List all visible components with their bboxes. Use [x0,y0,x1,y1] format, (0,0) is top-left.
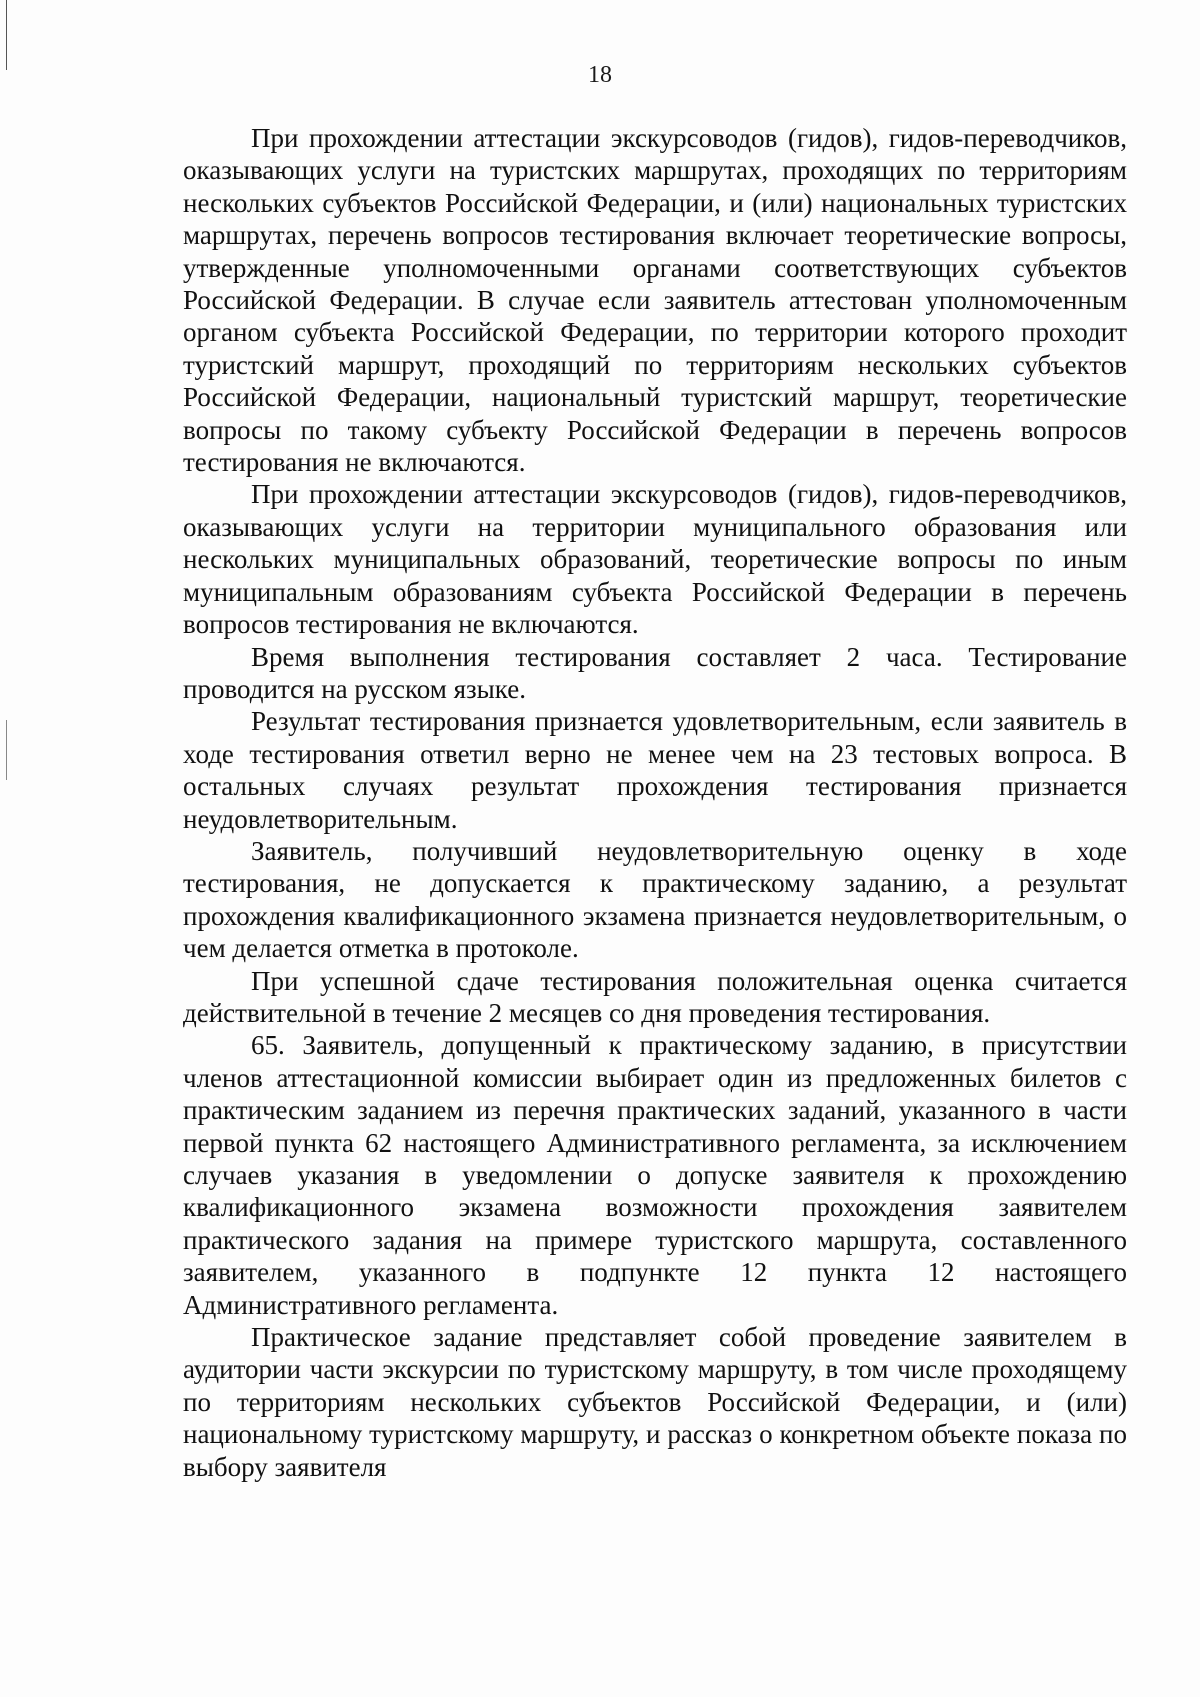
paragraph: Время выполнения тестирования составляет 2 часа. Тестирование проводится на русском языке. [183,641,1127,704]
paragraph: Результат тестирования признается удовлетворительным, если заявитель в ходе тестирования ответил верно не менее чем на 23 тестовых вопроса. В остальных случаях результат прохождения тестирования признается неудовлетворительным. [183,706,1127,834]
paragraph: 65. Заявитель, допущенный к практическому заданию, в присутствии членов аттестационной комиссии выбирает один из предложенных билетов с практическим заданием из перечня практических заданий, указанного в части первой пункта 62 настоящего Административного регламента, за исключением случаев указания в уведомлении о допуске заявителя к прохождению квалификационного экзамена возможности прохождения заявителем практического задания на примере туристского маршрута, составленного заявителем, указанного в подпункте 12 пункта 12 настоящего Административного регламента. [183,1030,1127,1320]
paragraph: При прохождении аттестации экскурсоводов (гидов), гидов-переводчиков, оказывающих услуги на территории муниципального образования или нескольких муниципальных образований, теоретические вопросы по иным муниципальным образованиям субъекта Российской Федерации в перечень вопросов тестирования не включаются. [183,479,1127,640]
scan-margin-mark [6,720,7,780]
page-number: 18 [588,62,612,88]
paragraph: При успешной сдаче тестирования положительная оценка считается действительной в течение 2 месяцев со дня проведения тестирования. [183,965,1127,1028]
paragraph: Заявитель, получивший неудовлетворительную оценку в ходе тестирования, не допускается к практическому заданию, а результат прохождения квалификационного экзамена признается неудовлетворительным, о чем делается отметка в протоколе. [183,835,1127,964]
body-text [183,122,1127,1483]
paragraph: При прохождении аттестации экскурсоводов (гидов), гидов-переводчиков, оказывающих услуги на туристских маршрутах, проходящих по территориям нескольких субъектов Российской Федерации, и (или) национальных туристских маршрутах, перечень вопросов тестирования включает теоретические вопросы, утвержденные уполномоченными органами соответствующих субъектов Российской Федерации. В случае если заявитель аттестован уполномоченным органом субъекта Российской Федерации, по территории которого проходит туристский маршрут, проходящий по территориям нескольких субъектов Российской Федерации, национальный туристский маршрут, теоретические вопросы по такому субъекту Российской Федерации в перечень вопросов тестирования не включаются. [183,123,1127,478]
paragraph: Практическое задание представляет собой проведение заявителем в аудитории части экскурсии по туристскому маршруту, в том числе проходящему по территориям нескольких субъектов Российской Федерации, и (или) национальному туристскому маршруту, и рассказ о конкретном объекте показа по выбору заявителя [183,1322,1127,1482]
scan-margin-mark [6,0,7,70]
